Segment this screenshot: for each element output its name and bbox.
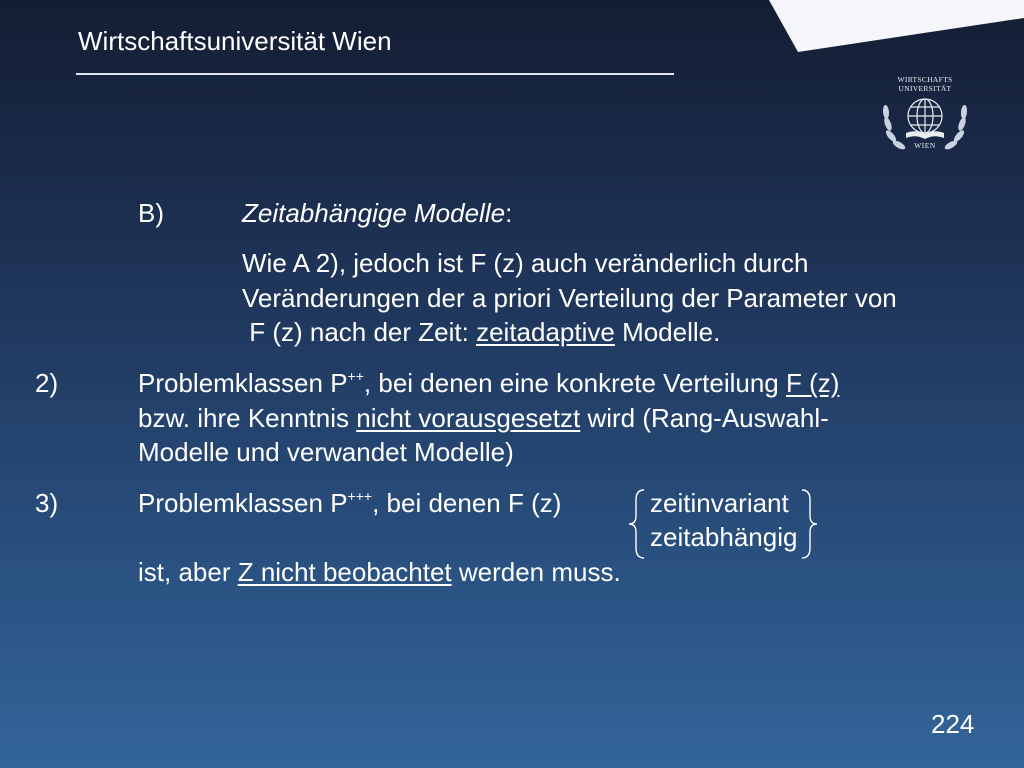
logo-text-bottom: WIEN (914, 141, 936, 150)
section-b-marker: B) (138, 198, 164, 228)
university-logo (876, 74, 974, 160)
item-3-superscript: +++ (347, 488, 373, 504)
right-brace-icon (800, 488, 818, 560)
item-2-text-a: Problemklassen P (138, 368, 348, 398)
option-zeitabhaengig: zeitabhängig (650, 522, 798, 552)
nicht-vorausgesetzt-term: nicht vorausgesetzt (356, 403, 581, 433)
section-b-heading-colon: : (505, 198, 513, 228)
section-b-heading-text: Zeitabhängige Modelle (242, 198, 506, 228)
item-2-line-2-b: wird (Rang-Auswahl- (580, 403, 829, 433)
item-3-line-3-a: ist, aber (138, 557, 238, 587)
section-b-line-1: Wie A 2), jedoch ist F (z) auch veränderlich durch (242, 248, 809, 278)
section-b-line-3-end: Modelle. (614, 317, 721, 347)
logo-text-top-2: UNIVERSITÄT (898, 84, 952, 93)
section-b-line-3-start: F (z) nach der Zeit: (242, 317, 477, 347)
item-2-marker: 2) (35, 368, 59, 398)
item-3-line-1 (138, 486, 561, 520)
item-2-line-1 (138, 366, 839, 400)
section-b-line-3 (242, 315, 720, 349)
section-b-line-2: Veränderungen der a priori Verteilung der Parameter von (242, 283, 897, 313)
header-divider (76, 73, 674, 75)
item-2-line-3: Modelle und verwandet Modelle) (138, 437, 514, 467)
item-3-line-3 (138, 555, 621, 589)
item-2-text-b: , bei denen eine konkrete Verteilung (363, 368, 786, 398)
item-2-line-2 (138, 401, 829, 435)
item-3-marker: 3) (35, 488, 59, 518)
logo-text-top-1: WIRTSCHAFTS (897, 75, 953, 84)
zeitadaptive-term: zeitadaptive (476, 317, 615, 347)
corner-decoration (734, 0, 1024, 55)
z-nicht-beobachtet-term: Z nicht beobachtet (237, 557, 452, 587)
item-3-text-a: Problemklassen P (138, 488, 348, 518)
item-3-text-b: , bei denen F (z) (372, 488, 562, 518)
header-title: Wirtschaftsuniversität Wien (78, 26, 392, 56)
item-2-fz-term: F (z) (786, 368, 840, 398)
item-2-superscript: ++ (347, 368, 364, 384)
globe-icon (908, 99, 942, 133)
left-brace-icon (628, 488, 646, 560)
item-3-line-3-b: werden muss. (451, 557, 621, 587)
page-number: 224 (931, 709, 975, 739)
option-zeitinvariant: zeitinvariant (650, 488, 789, 518)
item-2-line-2-a: bzw. ihre Kenntnis (138, 403, 357, 433)
section-b-heading (242, 196, 512, 230)
